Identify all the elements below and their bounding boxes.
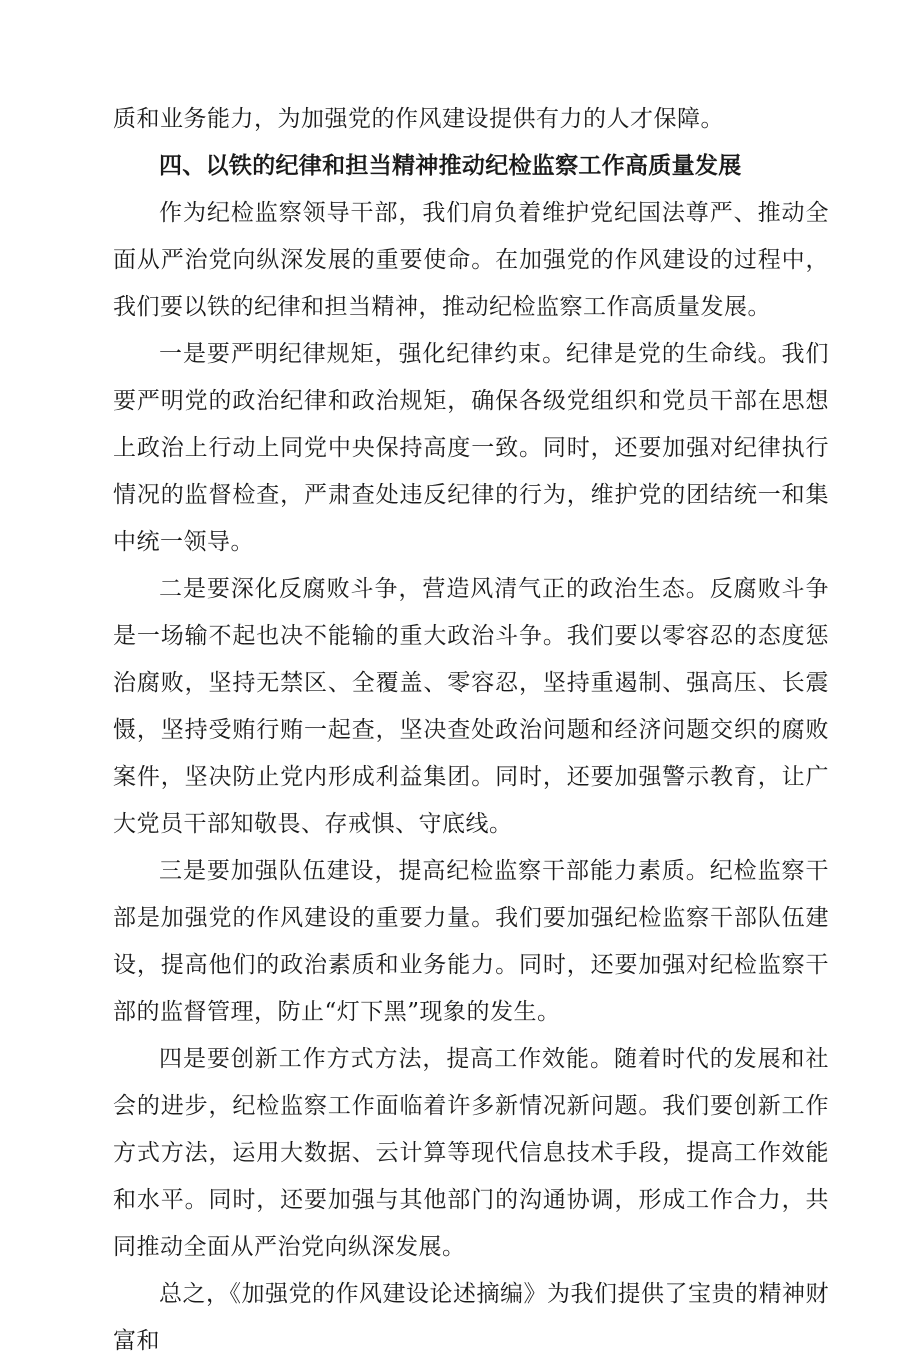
section-heading: 四、以铁的纪律和担当精神推动纪检监察工作高质量发展 <box>159 153 742 179</box>
document-body <box>113 96 829 1365</box>
body-paragraph-point-3: 三是要加强队伍建设，提高纪检监察干部能力素质。纪检监察干部是加强党的作风建设的重要力量。我们要加强纪检监察干部队伍建设，提高他们的政治素质和业务能力。同时，还要加强对纪检监察干部的监督管理，防止“灯下黑”现象的发生。 <box>113 858 829 1025</box>
body-paragraph-point-1: 一是要严明纪律规矩，强化纪律约束。纪律是党的生命线。我们要严明党的政治纪律和政治规矩，确保各级党组织和党员干部在思想上政治上行动上同党中央保持高度一致。同时，还要加强对纪律执行情况的监督检查，严肃查处违反纪律的行为，维护党的团结统一和集中统一领导。 <box>113 341 829 555</box>
body-paragraph-point-4: 四是要创新工作方式方法，提高工作效能。随着时代的发展和社会的进步，纪检监察工作面临着许多新情况新问题。我们要创新工作方式方法，运用大数据、云计算等现代信息技术手段，提高工作效能和水平。同时，还要加强与其他部门的沟通协调，形成工作合力，共同推动全面从严治党向纵深发展。 <box>113 1046 829 1260</box>
lead-fragment-paragraph: 质和业务能力，为加强党的作风建设提供有力的人才保障。 <box>113 106 724 132</box>
body-paragraph-point-2: 二是要深化反腐败斗争，营造风清气正的政治生态。反腐败斗争是一场输不起也决不能输的重大政治斗争。我们要以零容忍的态度惩治腐败，坚持无禁区、全覆盖、零容忍，坚持重遏制、强高压、长震慑，坚持受贿行贿一起查，坚决查处政治问题和经济问题交织的腐败案件，坚决防止党内形成利益集团。同时，还要加强警示教育，让广大党员干部知敬畏、存戒惧、守底线。 <box>113 576 829 837</box>
body-paragraph-conclusion: 总之，《加强党的作风建设论述摘编》为我们提供了宝贵的精神财富和 <box>113 1281 829 1354</box>
body-paragraph-intro: 作为纪检监察领导干部，我们肩负着维护党纪国法尊严、推动全面从严治党向纵深发展的重要使命。在加强党的作风建设的过程中，我们要以铁的纪律和担当精神，推动纪检监察工作高质量发展。 <box>113 200 829 320</box>
